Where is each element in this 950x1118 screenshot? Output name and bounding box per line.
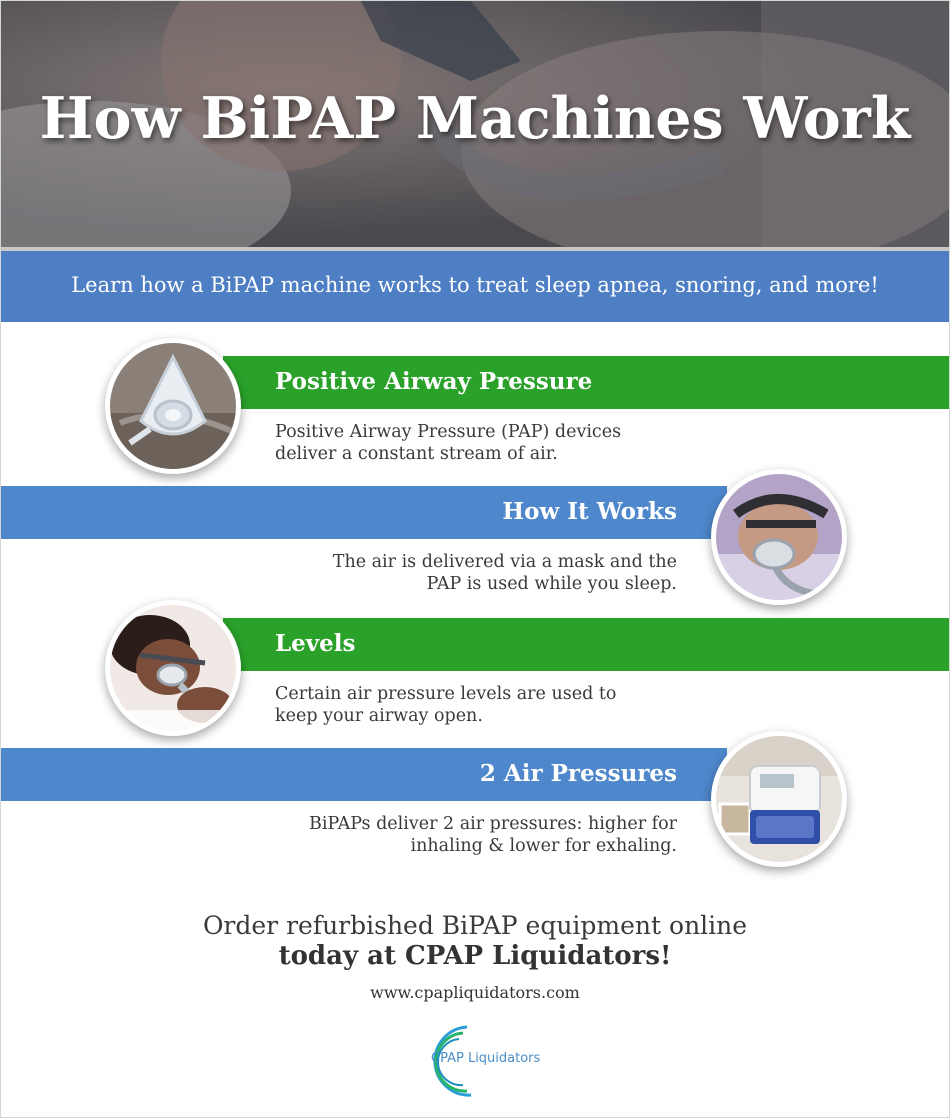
bipap-machine-photo <box>716 736 842 862</box>
website-url[interactable]: www.cpapliquidators.com <box>370 983 580 1002</box>
sleeping-woman-photo <box>110 605 236 731</box>
section-title: How It Works <box>502 498 677 525</box>
subtitle-band <box>1 251 949 322</box>
sleeping-man-image <box>711 469 847 605</box>
sleeping-woman-image <box>105 600 241 736</box>
hero-banner <box>1 1 949 249</box>
mask-image <box>105 338 241 474</box>
cta-line-1: Order refurbished BiPAP equipment online <box>202 911 748 940</box>
bipap-machine-image <box>711 731 847 867</box>
sleeping-man-photo <box>716 474 842 600</box>
section-title: Positive Airway Pressure <box>275 368 593 395</box>
section-bar-2-air-pressures <box>1 748 727 801</box>
section-description: The air is delivered via a mask and the PAP is used while you sleep. <box>332 552 677 594</box>
logo-text: CPAP Liquidators <box>431 1051 541 1066</box>
section-bar-positive-airway-pressure <box>223 356 949 409</box>
section-title: Levels <box>275 630 356 657</box>
subtitle-text: Learn how a BiPAP machine works to treat sleep apnea, snoring, and more! <box>71 273 879 297</box>
section-title: 2 Air Pressures <box>479 760 677 787</box>
section-description: BiPAPs deliver 2 air pressures: higher for inhaling & lower for exhaling. <box>308 814 677 856</box>
section-description: Positive Airway Pressure (PAP) devices deliver a constant stream of air. <box>275 422 622 464</box>
section-bar-levels <box>223 618 949 671</box>
section-description: Certain air pressure levels are used to keep your airway open. <box>275 684 617 726</box>
mask-icon <box>110 343 236 469</box>
page-title: How BiPAP Machines Work <box>39 85 911 152</box>
section-bar-how-it-works <box>1 486 727 539</box>
cta-line-2: today at CPAP Liquidators! <box>278 941 672 971</box>
